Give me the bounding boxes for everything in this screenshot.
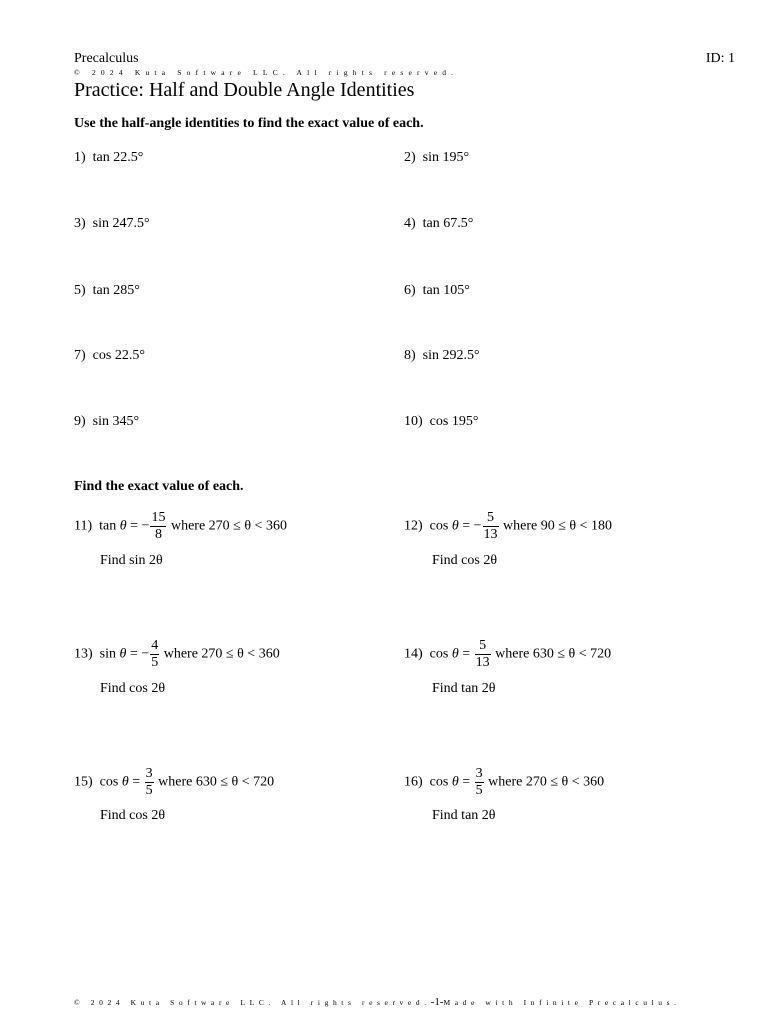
theta-symbol: θ	[119, 646, 127, 662]
trig-function: tan	[99, 518, 117, 534]
problem-expression: sin 292.5°	[422, 348, 480, 363]
problem-11: 11) tan θ = − $\frac{15}{8}$ where 270 ≤ θ < 360	[74, 510, 287, 542]
problem-expression: cos 22.5°	[92, 348, 145, 363]
problem-expression: tan 22.5°	[92, 150, 144, 165]
fraction	[150, 638, 159, 671]
numerator: 3	[145, 766, 153, 781]
denominator: 5	[475, 783, 483, 798]
numerator: 15	[151, 510, 166, 525]
fraction	[475, 766, 484, 799]
problem-7	[74, 348, 145, 364]
problem-13: 13) sin θ = − $\frac{4}{5}$ where 270 ≤ θ < 360	[74, 638, 280, 670]
footer-copyright: © 2024 Kuta Software LLC. All rights reserved.	[74, 998, 431, 1007]
problem-expression: tan 105°	[422, 283, 470, 298]
problem-15: 15) cos θ = $\frac{3}{5}$ where 630 ≤ θ < 720	[74, 766, 275, 798]
fraction	[483, 510, 499, 543]
numerator: 4	[151, 638, 159, 653]
find-instruction: Find cos 2θ	[100, 808, 166, 823]
denominator: 8	[154, 527, 162, 542]
numerator: 5	[479, 638, 487, 653]
theta-symbol: θ	[451, 774, 459, 790]
problem-4	[404, 216, 473, 232]
numerator: 3	[475, 766, 483, 781]
problem-number: 16)	[404, 774, 423, 790]
footer	[74, 996, 681, 1008]
problem-9	[74, 414, 139, 430]
problem-number: 6)	[404, 283, 416, 298]
find-instruction: Find sin 2θ	[100, 553, 163, 568]
problem-number: 9)	[74, 414, 86, 429]
find-instruction: Find cos 2θ	[432, 553, 498, 568]
problem-number: 15)	[74, 774, 93, 790]
worksheet-id: ID: 1	[705, 51, 735, 66]
problem-number: 5)	[74, 283, 86, 298]
condition: where 90 ≤ θ < 180	[503, 518, 613, 534]
condition: where 270 ≤ θ < 360	[170, 518, 287, 534]
problem-number: 8)	[404, 348, 416, 363]
problem-expression: sin 247.5°	[92, 216, 150, 231]
trig-function: sin	[99, 646, 117, 662]
problem-12: 12) cos θ = − $\frac{5}{13}$ where 90 ≤ θ < 180	[404, 510, 613, 542]
condition: where 630 ≤ θ < 720	[158, 774, 275, 790]
problem-number: 3)	[74, 216, 86, 231]
theta-symbol: θ	[451, 646, 459, 662]
course-name: Precalculus	[74, 51, 139, 66]
numerator: 5	[487, 510, 495, 525]
problem-expression: cos 195°	[429, 414, 479, 429]
problem-number: 14)	[404, 646, 423, 662]
problem-number: 11)	[74, 518, 93, 534]
fraction	[145, 766, 154, 799]
problem-number: 1)	[74, 150, 86, 165]
denominator: 5	[151, 655, 159, 670]
problem-number: 12)	[404, 518, 423, 534]
problem-expression: sin 195°	[422, 150, 470, 165]
problem-expression: tan 285°	[92, 283, 140, 298]
problem-number: 2)	[404, 150, 416, 165]
condition: where 270 ≤ θ < 360	[488, 774, 605, 790]
header-copyright: © 2024 Kuta Software LLC. All rights reserved.	[74, 68, 459, 77]
problem-16: 16) cos θ = $\frac{3}{5}$ where 270 ≤ θ < 360	[404, 766, 605, 798]
problem-14: 14) cos θ = $\frac{5}{13}$ where 630 ≤ θ < 720	[404, 638, 612, 670]
condition: where 270 ≤ θ < 360	[163, 646, 280, 662]
condition: where 630 ≤ θ < 720	[495, 646, 612, 662]
problem-expression: sin 345°	[92, 414, 140, 429]
theta-symbol: θ	[121, 774, 129, 790]
fraction	[475, 638, 491, 671]
problem-1	[74, 150, 143, 166]
denominator: 13	[475, 655, 490, 670]
denominator: 5	[145, 783, 153, 798]
problem-number: 13)	[74, 646, 93, 662]
sign: −	[141, 646, 150, 662]
footer-made-with: Made with Infinite Precalculus.	[443, 998, 681, 1007]
trig-function: cos	[429, 518, 449, 534]
section1-instruction: Use the half-angle identities to find the exact value of each.	[74, 116, 424, 131]
fraction	[150, 510, 166, 543]
problem-3	[74, 216, 150, 232]
problem-2	[404, 150, 469, 166]
problem-10	[404, 414, 478, 430]
trig-function: cos	[429, 646, 449, 662]
problem-5	[74, 283, 140, 299]
find-instruction: Find tan 2θ	[432, 808, 496, 823]
trig-function: cos	[429, 774, 449, 790]
problem-number: 7)	[74, 348, 86, 363]
page-number: -1-	[430, 996, 444, 1008]
problem-number: 4)	[404, 216, 416, 231]
theta-symbol: θ	[451, 518, 459, 534]
find-instruction: Find cos 2θ	[100, 681, 166, 696]
theta-symbol: θ	[119, 518, 127, 534]
sign: −	[473, 518, 482, 534]
problem-8	[404, 348, 480, 364]
sign: −	[141, 518, 150, 534]
problem-expression: tan 67.5°	[422, 216, 474, 231]
trig-function: cos	[99, 774, 119, 790]
section2-instruction: Find the exact value of each.	[74, 479, 244, 494]
page-title: Practice: Half and Double Angle Identities	[74, 79, 415, 101]
find-instruction: Find tan 2θ	[432, 681, 496, 696]
problem-number: 10)	[404, 414, 423, 429]
problem-6	[404, 283, 470, 299]
denominator: 13	[483, 527, 498, 542]
